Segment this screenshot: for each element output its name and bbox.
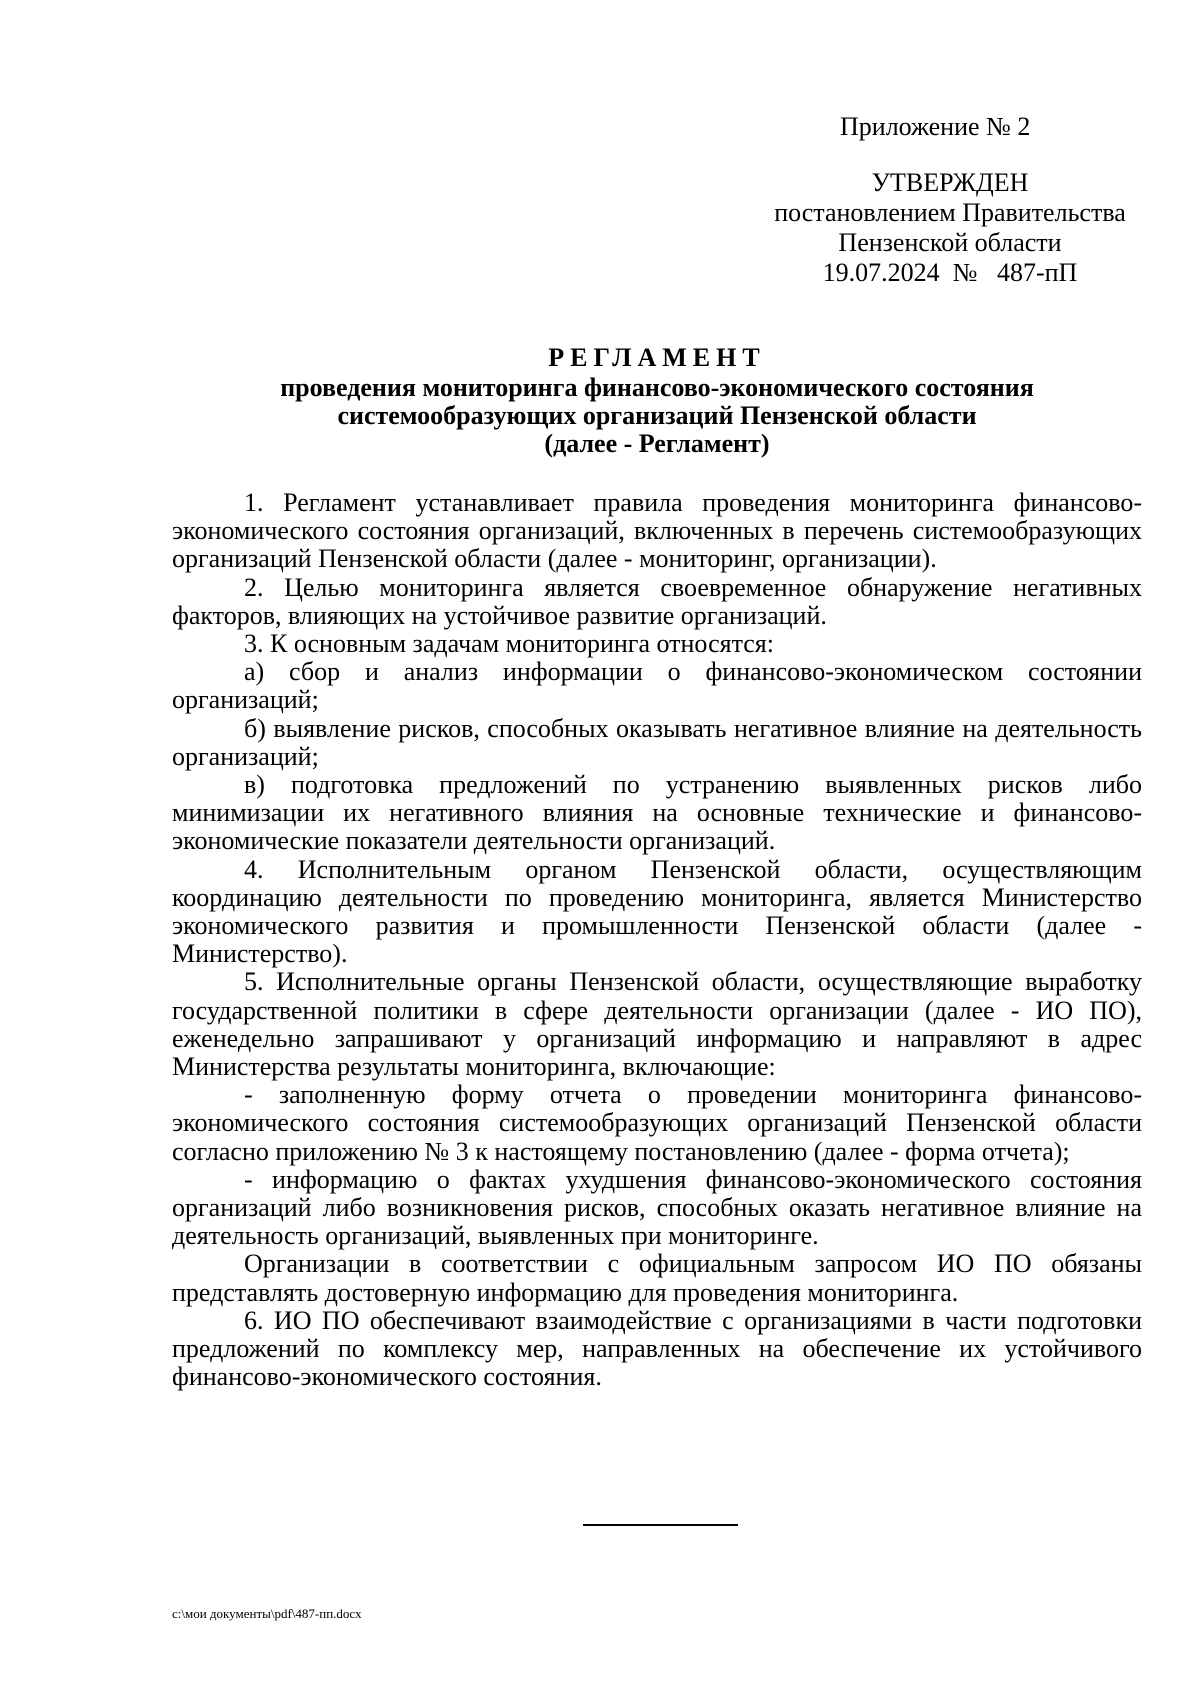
approval-date-number: 19.07.2024 № 487-пП [822, 258, 1078, 287]
document-title-block [172, 344, 1142, 458]
paragraph-5-item-1: - заполненную форму отчета о проведении мониторинга финансово-экономического состояния системообразующих организаций Пензенской области согласно приложению № 3 к настоящему постановлению (далее - форма отчета); [172, 1080, 1142, 1166]
approval-block [750, 168, 1150, 288]
approval-line-1: постановлением Правительства [774, 198, 1126, 227]
paragraph-3c: в) подготовка предложений по устранению выявленных рисков либо минимизации их негативного влияния на основные технические и финансово-экономические показатели деятельности организаций. [172, 770, 1142, 856]
annex-label: Приложение № 2 [840, 112, 1031, 141]
document-subtitle-line-3: (далее - Регламент) [544, 429, 770, 458]
paragraph-5-item-2: - информацию о фактах ухудшения финансово-экономического состояния организаций либо возникновения рисков, способных оказать негативное влияние на деятельность организаций, выявленных при мониторинге. [172, 1164, 1142, 1251]
end-divider [583, 1524, 738, 1526]
paragraph-3a: а) сбор и анализ информации о финансово-экономическом состоянии организаций; [172, 657, 1142, 715]
paragraph-3b: б) выявление рисков, способных оказывать негативное влияние на деятельность организаций; [172, 713, 1142, 771]
document-body [172, 489, 1142, 1392]
paragraph-2: 2. Целью мониторинга является своевременное обнаружение негативных факторов, влияющих на устойчивое развитие организаций. [172, 572, 1142, 630]
paragraph-5-note: Организации в соответствии с официальным запросом ИО ПО обязаны представлять достоверную информацию для проведения мониторинга. [172, 1249, 1142, 1307]
paragraph-3: 3. К основным задачам мониторинга относятся: [244, 629, 774, 659]
approval-status: УТВЕРЖДЕН [871, 168, 1029, 197]
document-title: РЕГЛАМЕНТ [548, 343, 766, 372]
approval-line-2: Пензенской области [838, 228, 1062, 257]
document-subtitle-line-1: проведения мониторинга финансово-экономического состояния [280, 373, 1034, 402]
footer-file-path: c:\мои документы\pdf\487-пп.docx [172, 1606, 362, 1621]
paragraph-5: 5. Исполнительные органы Пензенской области, осуществляющие выработку государственной политики в сфере деятельности организации (далее - ИО ПО), еженедельно запрашивают у организаций информацию и направляют в адрес Министерства результаты мониторинга, включающие: [172, 967, 1142, 1082]
paragraph-1: 1. Регламент устанавливает правила проведения мониторинга финансово-экономического состояния организаций, включенных в перечень системообразующих организаций Пензенской области (далее - мониторинг, организации). [172, 488, 1142, 574]
paragraph-6: 6. ИО ПО обеспечивают взаимодействие с организациями в части подготовки предложений по комплексу мер, направленных на обеспечение их устойчивого финансово-экономического состояния. [172, 1305, 1142, 1392]
document-subtitle-line-2: системообразующих организаций Пензенской области [337, 401, 977, 430]
paragraph-4: 4. Исполнительным органом Пензенской области, осуществляющим координацию деятельности по проведению мониторинга, является Министерство экономического развития и промышленности Пензенской области (далее - Министерство). [172, 854, 1142, 969]
